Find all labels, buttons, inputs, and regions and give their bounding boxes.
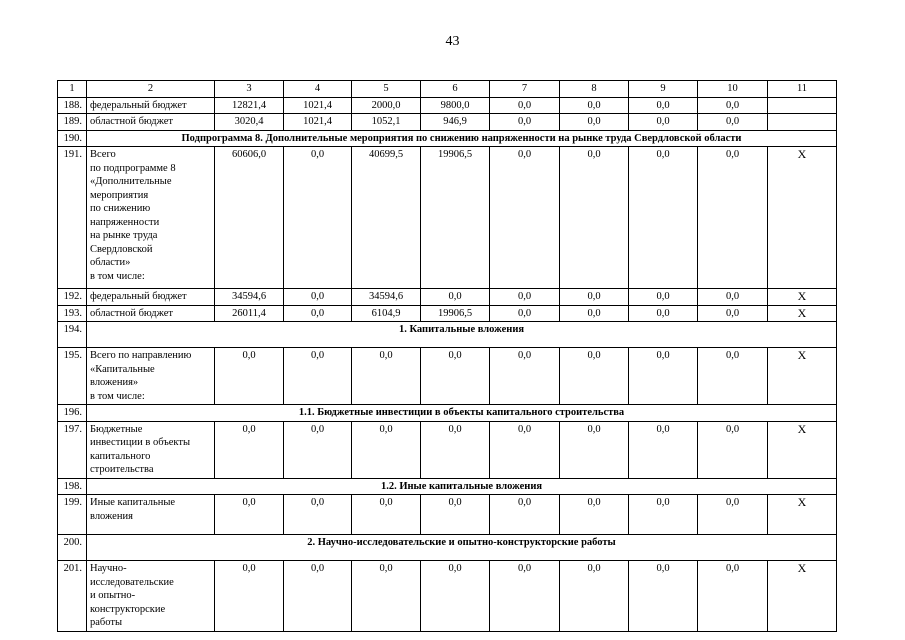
value-cell: 0,0 <box>490 289 560 306</box>
value-cell: 2000,0 <box>352 97 421 114</box>
table-row <box>58 561 837 632</box>
value-cell: 19906,5 <box>421 147 490 289</box>
value-cell: 0,0 <box>352 421 421 478</box>
value-cell: 0,0 <box>352 495 421 535</box>
row-number: 194. <box>58 322 87 348</box>
value-cell: 1021,4 <box>284 114 352 131</box>
value-cell: 0,0 <box>698 289 768 306</box>
value-cell: 0,0 <box>698 305 768 322</box>
value-cell: 0,0 <box>698 421 768 478</box>
value-cell: 12821,4 <box>215 97 284 114</box>
row-number: 188. <box>58 97 87 114</box>
value-cell: 0,0 <box>698 147 768 289</box>
value-cell: 9800,0 <box>421 97 490 114</box>
section-title: Подпрограмма 8. Дополнительные мероприятия по снижению напряженности на рынке труда Свердловской области <box>87 130 837 147</box>
row-name: Всего по направлению «Капитальные вложения» в том числе: <box>87 348 215 405</box>
column-header: 8 <box>560 81 629 98</box>
column-header: 6 <box>421 81 490 98</box>
row-number: 200. <box>58 535 87 561</box>
column-header: 9 <box>629 81 698 98</box>
value-cell: 0,0 <box>560 305 629 322</box>
value-cell: 60606,0 <box>215 147 284 289</box>
column-header: 2 <box>87 81 215 98</box>
table-row <box>58 114 837 131</box>
value-cell: 0,0 <box>490 421 560 478</box>
marker-cell: X <box>768 305 837 322</box>
value-cell: 0,0 <box>629 348 698 405</box>
value-cell: 0,0 <box>215 421 284 478</box>
value-cell: 0,0 <box>421 289 490 306</box>
section-title: 1.2. Иные капитальные вложения <box>87 478 837 495</box>
value-cell: 0,0 <box>698 97 768 114</box>
value-cell: 0,0 <box>421 495 490 535</box>
value-cell: 0,0 <box>284 421 352 478</box>
row-name: Иные капитальные вложения <box>87 495 215 535</box>
value-cell: 0,0 <box>352 348 421 405</box>
row-number: 198. <box>58 478 87 495</box>
value-cell: 0,0 <box>490 147 560 289</box>
value-cell: 946,9 <box>421 114 490 131</box>
row-number: 189. <box>58 114 87 131</box>
value-cell: 0,0 <box>629 495 698 535</box>
value-cell: 0,0 <box>490 114 560 131</box>
marker-cell <box>768 114 837 131</box>
row-number: 201. <box>58 561 87 632</box>
row-number: 199. <box>58 495 87 535</box>
value-cell: 0,0 <box>284 289 352 306</box>
value-cell: 0,0 <box>629 289 698 306</box>
table-row <box>58 495 837 535</box>
value-cell: 0,0 <box>629 305 698 322</box>
value-cell: 0,0 <box>215 561 284 632</box>
row-name: федеральный бюджет <box>87 97 215 114</box>
value-cell: 0,0 <box>490 305 560 322</box>
row-number: 195. <box>58 348 87 405</box>
row-name: Бюджетные инвестиции в объекты капитального строительства <box>87 421 215 478</box>
value-cell: 0,0 <box>284 305 352 322</box>
column-header: 7 <box>490 81 560 98</box>
column-header: 11 <box>768 81 837 98</box>
row-name: Научно- исследовательские и опытно- конструкторские работы <box>87 561 215 632</box>
value-cell: 0,0 <box>490 495 560 535</box>
value-cell: 0,0 <box>698 348 768 405</box>
marker-cell <box>768 97 837 114</box>
value-cell: 40699,5 <box>352 147 421 289</box>
marker-cell: X <box>768 495 837 535</box>
row-name: федеральный бюджет <box>87 289 215 306</box>
value-cell: 0,0 <box>560 97 629 114</box>
value-cell: 0,0 <box>560 147 629 289</box>
page-number: 43 <box>445 34 460 49</box>
value-cell: 0,0 <box>284 561 352 632</box>
header-row <box>58 81 837 98</box>
value-cell: 0,0 <box>560 561 629 632</box>
value-cell: 0,0 <box>629 114 698 131</box>
budget-table <box>57 80 837 632</box>
value-cell: 1021,4 <box>284 97 352 114</box>
value-cell: 6104,9 <box>352 305 421 322</box>
value-cell: 0,0 <box>560 289 629 306</box>
section-row <box>58 405 837 422</box>
value-cell: 0,0 <box>560 495 629 535</box>
value-cell: 0,0 <box>421 561 490 632</box>
row-name: областной бюджет <box>87 114 215 131</box>
row-number: 196. <box>58 405 87 422</box>
section-row <box>58 535 837 561</box>
section-row <box>58 322 837 348</box>
row-number: 192. <box>58 289 87 306</box>
value-cell: 0,0 <box>490 348 560 405</box>
value-cell: 0,0 <box>490 561 560 632</box>
column-header: 3 <box>215 81 284 98</box>
section-row <box>58 130 837 147</box>
value-cell: 0,0 <box>560 421 629 478</box>
value-cell: 0,0 <box>284 495 352 535</box>
value-cell: 0,0 <box>352 561 421 632</box>
value-cell: 0,0 <box>698 495 768 535</box>
marker-cell: X <box>768 147 837 289</box>
table-row <box>58 97 837 114</box>
value-cell: 0,0 <box>490 97 560 114</box>
row-name: областной бюджет <box>87 305 215 322</box>
marker-cell: X <box>768 348 837 405</box>
value-cell: 1052,1 <box>352 114 421 131</box>
value-cell: 0,0 <box>629 561 698 632</box>
section-title: 1. Капитальные вложения <box>87 322 837 348</box>
value-cell: 0,0 <box>560 348 629 405</box>
value-cell: 0,0 <box>629 97 698 114</box>
table-row <box>58 147 837 289</box>
section-title: 1.1. Бюджетные инвестиции в объекты капитального строительства <box>87 405 837 422</box>
value-cell: 3020,4 <box>215 114 284 131</box>
value-cell: 0,0 <box>215 348 284 405</box>
value-cell: 0,0 <box>215 495 284 535</box>
table-row <box>58 348 837 405</box>
value-cell: 0,0 <box>629 147 698 289</box>
value-cell: 0,0 <box>629 421 698 478</box>
value-cell: 0,0 <box>284 147 352 289</box>
value-cell: 26011,4 <box>215 305 284 322</box>
value-cell: 34594,6 <box>215 289 284 306</box>
row-number: 190. <box>58 130 87 147</box>
value-cell: 0,0 <box>698 114 768 131</box>
table-row <box>58 305 837 322</box>
value-cell: 0,0 <box>421 421 490 478</box>
value-cell: 0,0 <box>698 561 768 632</box>
row-name: Всего по подпрограмме 8 «Дополнительные мероприятия по снижению напряженности на рынке труда Свердловской области» в том числе: <box>87 147 215 289</box>
marker-cell: X <box>768 421 837 478</box>
value-cell: 19906,5 <box>421 305 490 322</box>
value-cell: 0,0 <box>560 114 629 131</box>
marker-cell: X <box>768 561 837 632</box>
row-number: 191. <box>58 147 87 289</box>
value-cell: 0,0 <box>421 348 490 405</box>
row-number: 193. <box>58 305 87 322</box>
section-title: 2. Научно-исследовательские и опытно-конструкторские работы <box>87 535 837 561</box>
column-header: 1 <box>58 81 87 98</box>
column-header: 10 <box>698 81 768 98</box>
table-row <box>58 421 837 478</box>
value-cell: 0,0 <box>284 348 352 405</box>
value-cell: 34594,6 <box>352 289 421 306</box>
column-header: 5 <box>352 81 421 98</box>
row-number: 197. <box>58 421 87 478</box>
marker-cell: X <box>768 289 837 306</box>
table-row <box>58 289 837 306</box>
section-row <box>58 478 837 495</box>
column-header: 4 <box>284 81 352 98</box>
